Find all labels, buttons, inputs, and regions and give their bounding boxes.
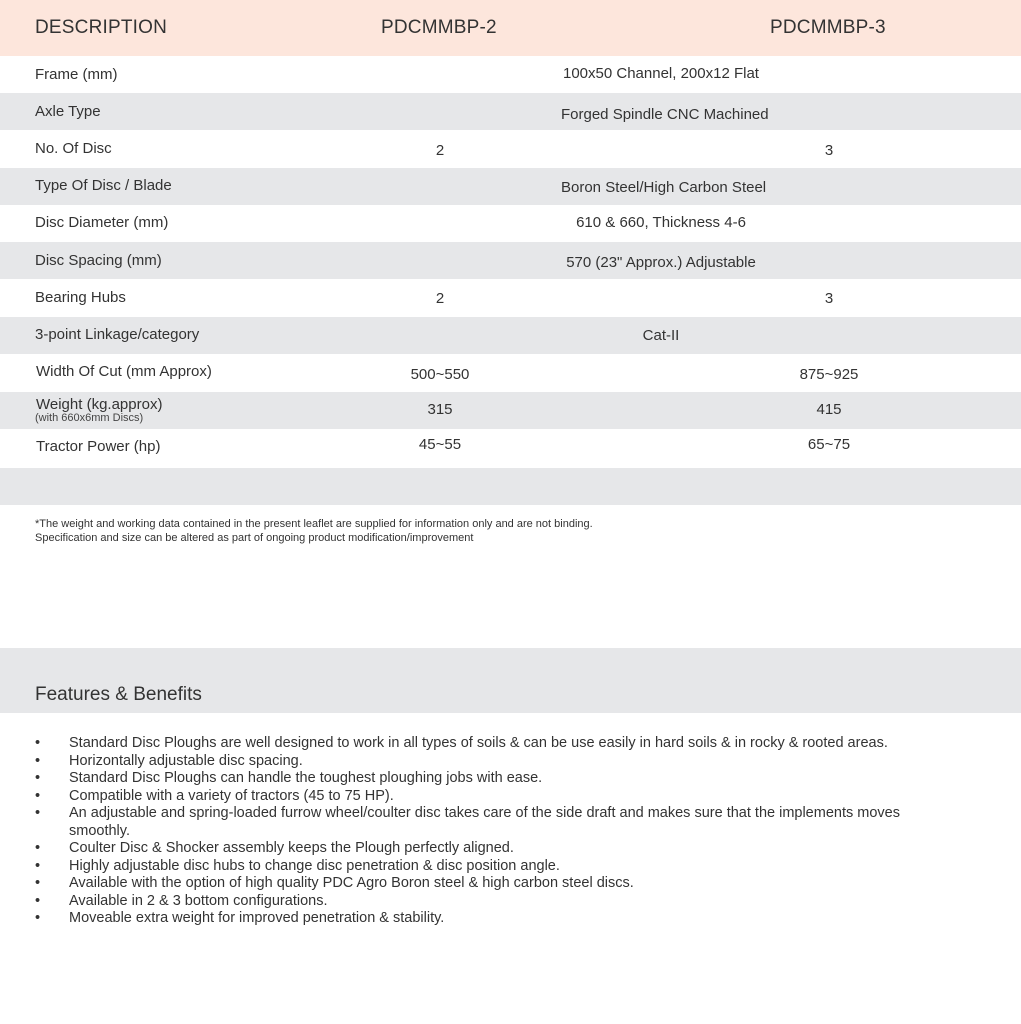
row-label: No. Of Disc: [35, 140, 112, 157]
row-value-model-2: 2: [435, 290, 445, 307]
list-item: [35, 910, 935, 928]
spec-row-disc-count: [0, 130, 1021, 167]
list-item: [35, 805, 935, 840]
spec-row-axle: [0, 93, 1021, 130]
row-value: Boron Steel/High Carbon Steel: [561, 179, 767, 196]
row-label: Tractor Power (hp): [36, 438, 161, 455]
bullet-icon: •: [35, 857, 41, 874]
row-label: Weight (kg.approx): [36, 396, 163, 413]
bullet-icon: •: [35, 805, 41, 821]
list-item: [35, 735, 935, 753]
row-label: Width Of Cut (mm Approx): [36, 363, 212, 380]
list-item: [35, 788, 935, 806]
features-title: Features & Benefits: [35, 684, 202, 705]
list-item-text: Coulter Disc & Shocker assembly keeps the Plough perfectly aligned.: [69, 840, 514, 856]
row-label: Axle Type: [35, 103, 101, 120]
spec-row-linkage: [0, 317, 1021, 354]
list-item-text: Compatible with a variety of tractors (45 to 75 HP).: [69, 787, 394, 804]
features-list: [35, 735, 935, 928]
row-value-model-2: 45~55: [418, 436, 462, 453]
spec-row-tractor-power: [0, 429, 1021, 466]
row-value-model-3: 3: [824, 142, 834, 159]
row-value-model-2: 315: [427, 401, 453, 418]
disclaimer-line-1: *The weight and working data contained in the present leaflet are supplied for information only and are not binding.: [35, 518, 593, 530]
list-item: [35, 840, 935, 858]
row-value-model-2: 2: [435, 142, 445, 159]
bullet-icon: •: [35, 770, 41, 786]
list-item: [35, 893, 935, 911]
row-value: 100x50 Channel, 200x12 Flat: [563, 65, 759, 82]
row-value-model-3: 3: [824, 290, 834, 307]
row-label: Type Of Disc / Blade: [35, 177, 172, 194]
bullet-icon: •: [35, 840, 41, 856]
list-item-text: Highly adjustable disc hubs to change disc penetration & disc position angle.: [69, 857, 560, 874]
bullet-icon: •: [35, 787, 41, 804]
bullet-icon: •: [35, 875, 41, 891]
bullet-icon: •: [35, 892, 41, 909]
row-value: Forged Spindle CNC Machined: [561, 106, 769, 123]
row-value-model-2: 500~550: [410, 366, 470, 383]
list-item: [35, 858, 935, 876]
row-value: 570 (23" Approx.) Adjustable: [566, 254, 756, 271]
features-header-band: [0, 648, 1021, 713]
row-value-model-3: 65~75: [807, 436, 851, 453]
list-item: [35, 770, 935, 788]
row-value: Cat-II: [642, 327, 680, 344]
row-sublabel: (with 660x6mm Discs): [35, 412, 144, 424]
spec-row-bearing-hubs: [0, 279, 1021, 316]
bullet-icon: •: [35, 910, 41, 926]
list-item-text: An adjustable and spring-loaded furrow wheel/coulter disc takes care of the side draft and makes sure that the implements moves smoothly.: [69, 805, 900, 839]
spec-row-frame: [0, 56, 1021, 93]
header-description: DESCRIPTION: [35, 17, 168, 38]
spec-table-header: [0, 0, 1021, 56]
row-label: Disc Spacing (mm): [35, 252, 162, 269]
list-item-text: Available with the option of high quality PDC Agro Boron steel & high carbon steel discs.: [69, 875, 634, 891]
list-item-text: Standard Disc Ploughs are well designed to work in all types of soils & can be use easily in hard soils & in rocky & rooted areas.: [69, 735, 888, 751]
disclaimer-line-2: Specification and size can be altered as part of ongoing product modification/improvement: [35, 532, 474, 544]
table-footer-band: [0, 468, 1021, 505]
spec-row-width-of-cut: [0, 354, 1021, 391]
header-model-2: PDCMMBP-2: [381, 17, 497, 38]
spec-row-disc-type: [0, 168, 1021, 205]
list-item-text: Standard Disc Ploughs can handle the toughest ploughing jobs with ease.: [69, 770, 543, 786]
bullet-icon: •: [35, 752, 41, 769]
row-label: 3-point Linkage/category: [35, 326, 200, 343]
spec-row-disc-diameter: [0, 205, 1021, 242]
row-value-model-3: 875~925: [799, 366, 859, 383]
list-item-text: Moveable extra weight for improved penetration & stability.: [69, 910, 445, 926]
bullet-icon: •: [35, 735, 41, 751]
list-item-text: Horizontally adjustable disc spacing.: [69, 752, 303, 769]
row-label: Frame (mm): [35, 66, 118, 83]
row-value-model-3: 415: [816, 401, 842, 418]
header-model-3: PDCMMBP-3: [770, 17, 886, 38]
list-item: [35, 875, 935, 893]
row-label: Bearing Hubs: [35, 289, 126, 306]
list-item-text: Available in 2 & 3 bottom configurations.: [69, 892, 328, 909]
row-value: 610 & 660, Thickness 4-6: [576, 214, 746, 231]
list-item: [35, 753, 935, 771]
spec-row-disc-spacing: [0, 242, 1021, 279]
row-label: Disc Diameter (mm): [35, 214, 169, 231]
spec-row-weight: [0, 392, 1021, 429]
